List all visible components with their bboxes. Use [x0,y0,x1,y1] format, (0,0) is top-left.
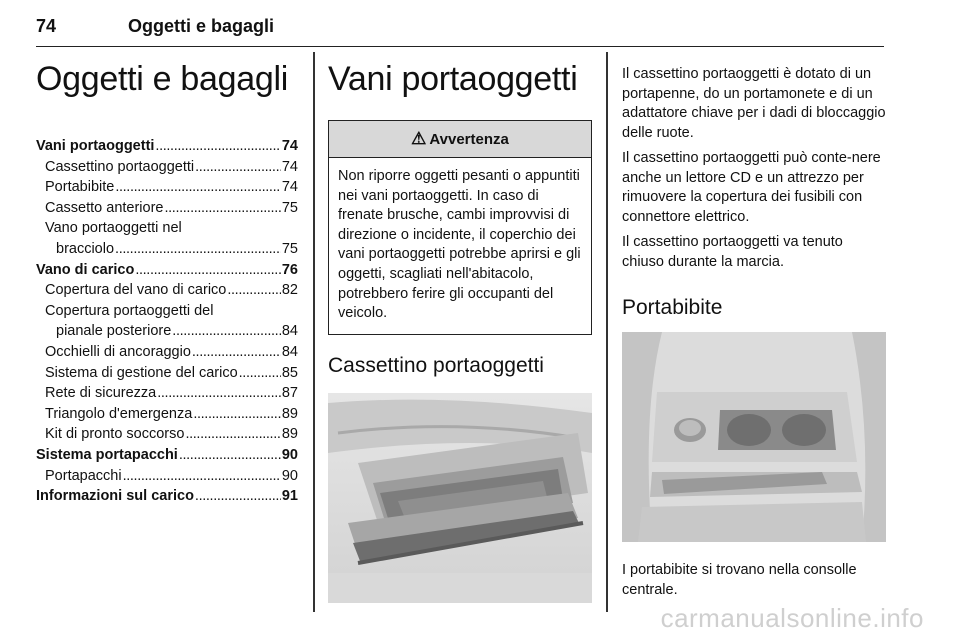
toc-entry-page: 89 [281,426,298,443]
toc-entry-label: Vani portaoggetti [36,138,155,154]
toc-entry[interactable] [36,280,298,301]
toc-entry-label: Triangolo d'emergenza [45,405,193,422]
toc-leader-dots [193,404,281,425]
cupholder-caption: I portabibite si trovano nella consolle centrale. [622,562,857,598]
toc-entry-label: Vano portaoggetti nel [45,220,182,237]
toc-entry-label: Sistema portapacchi [36,446,178,463]
warning-text: Non riporre oggetti pesanti o appuntiti nei vani portaoggetti. In caso di frenate brusche, cambi improvvisi di direzione o incidente, il coperchio dei vani portaoggetti potrebbe aprirsi e gli oggetti, scagliati nell'abitacolo, potrebbero ferire gli occupanti del veicolo. [338,168,581,322]
section-title: Oggetti e bagagli [36,60,288,98]
toc-entry-page: 76 [281,261,298,278]
toc-entry-page: 75 [281,199,298,216]
toc-entry[interactable] [36,177,298,198]
warning-title: Avvertenza [429,130,509,148]
toc-leader-dots [239,363,281,384]
page-number: 74 [36,16,57,36]
toc-entry-page: 91 [281,488,298,505]
glovebox-text-column [622,65,888,606]
toc-entry[interactable] [36,321,298,342]
glovebox-illustration [328,393,592,603]
glovebox-para-1: Il cassettino portaoggetti è dotato di un portapenne, do un portamonete e di un adattatore chiave per i dadi di bloccaggio delle ruote. [622,66,886,141]
toc-entry-label: Kit di pronto soccorso [45,426,185,443]
toc-entry-label: Occhielli di ancoraggio [45,343,191,360]
page-header [36,2,884,47]
toc-entry-page: 84 [281,343,298,360]
toc-leader-dots [135,260,281,281]
toc-entry-page: 90 [281,467,298,484]
warning-box [328,120,592,335]
toc-entry-page: 90 [281,446,298,463]
warning-icon: ⚠ [411,129,427,148]
toc-entry-page: 74 [281,138,298,154]
toc-entry[interactable] [36,424,298,445]
toc-entry-label: Cassettino portaoggetti [45,158,195,175]
toc-entry-label: Copertura portaoggetti del [45,302,214,319]
toc-leader-dots [123,466,281,487]
toc-entry[interactable] [36,260,298,281]
toc-entry-label: Vano di carico [36,261,135,278]
toc-entry[interactable] [36,466,298,487]
toc-leader-dots [192,342,281,363]
chapter-title: Oggetti e bagagli [128,16,275,36]
toc-leader-dots [195,486,281,507]
toc-entry-label: bracciolo [56,240,115,257]
storage-title: Vani portaoggetti [328,60,578,98]
storage-column [328,60,592,608]
toc-entry-page: 74 [281,158,298,175]
toc-entry-label: Informazioni sul carico [36,488,194,505]
toc-entry[interactable] [36,342,298,363]
toc-entry[interactable] [36,301,298,322]
toc-entry[interactable] [36,157,298,178]
column-divider [313,52,315,612]
toc-entry-label: pianale posteriore [56,323,172,340]
toc-entry-label: Cassetto anteriore [45,199,164,216]
toc-entry[interactable] [36,363,298,384]
toc-leader-dots [115,177,281,198]
warning-header [329,121,591,158]
toc-entry[interactable] [36,404,298,425]
toc-leader-dots [157,383,281,404]
toc-entry-label: Sistema di gestione del carico [45,364,238,381]
toc-leader-dots [172,321,281,342]
toc-entry-page: 87 [281,385,298,402]
toc-column [36,60,298,507]
toc-entry-label: Copertura del vano di carico [45,282,227,299]
toc-entry-page: 75 [281,240,298,257]
toc-entry[interactable] [36,239,298,260]
toc-entry-page: 85 [281,364,298,381]
toc-leader-dots [227,280,281,301]
column-divider [606,52,608,612]
toc-entry[interactable] [36,136,298,157]
toc-entry-page: 74 [281,179,298,196]
toc-entry-page: 82 [281,282,298,299]
toc-entry[interactable] [36,218,298,239]
cupholder-title: Portabibite [622,296,723,319]
toc-entry[interactable] [36,486,298,507]
toc-leader-dots [155,136,280,157]
table-of-contents [36,136,298,507]
watermark: carmanualsonline.info [660,603,924,633]
toc-entry-label: Portabibite [45,179,115,196]
toc-entry-page: 84 [281,323,298,340]
glovebox-para-3: Il cassettino portaoggetti va tenuto chiuso durante la marcia. [622,234,843,270]
toc-entry-label: Portapacchi [45,467,122,484]
glovebox-title: Cassettino portaoggetti [328,353,544,377]
toc-leader-dots [164,198,280,219]
toc-entry[interactable] [36,383,298,404]
toc-leader-dots [195,157,281,178]
glovebox-para-2: Il cassettino portaoggetti può conte-nere anche un lettore CD e un attrezzo per rimuovere la copertura dei fusibili con connettore elettrico. [622,150,881,225]
toc-entry-label: Rete di sicurezza [45,385,157,402]
toc-leader-dots [185,424,280,445]
toc-leader-dots [115,239,281,260]
cupholder-illustration [622,332,886,542]
toc-entry[interactable] [36,198,298,219]
toc-entry[interactable] [36,445,298,466]
toc-leader-dots [179,445,281,466]
toc-entry-page: 89 [281,405,298,422]
